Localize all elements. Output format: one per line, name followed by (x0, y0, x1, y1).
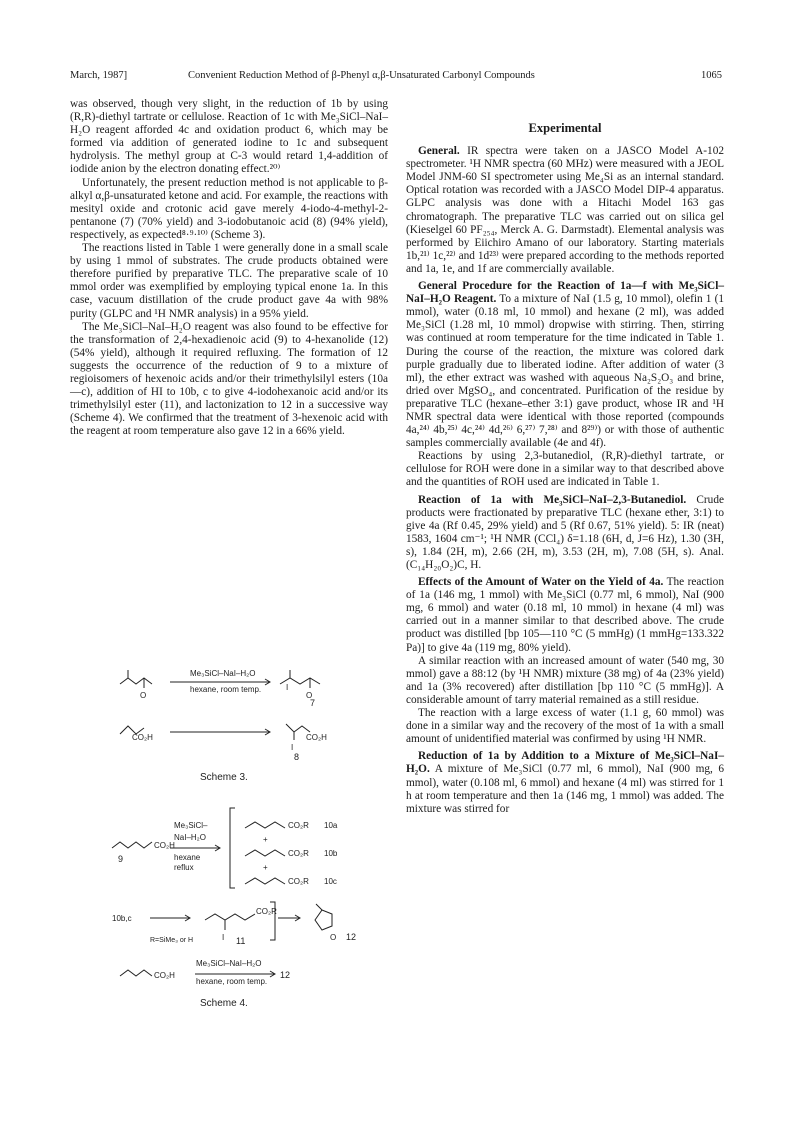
paragraph-text: Crude products were fractionated by preparative TLC (hexane ether, 3:1) to give 4a (Rf 0.45, 29% yield) and 5 (Rf 0.67, 51% yield). 5: IR (neat) 1583, 1604 cm⁻¹; ¹H NMR (CCl₄) δ=1.18 (6H, d, J=6 Hz), 1.30 (3H, s), 1.84 (2H, m), 2.66 (2H, m), 3.53 (2H, m), 7.08 (5H, s). Anal. (C₁₄H₂₀O₂)C, H. (406, 493, 724, 571)
section-heading: Experimental (528, 121, 602, 135)
scheme3-caption: Scheme 3. (200, 772, 248, 783)
start-compounds: 10b,c (112, 914, 132, 923)
compound-label-12: 12 (346, 932, 357, 942)
mesityl-oxide-bond (120, 678, 152, 684)
paragraph (406, 280, 724, 450)
plus-sign: + (263, 835, 268, 844)
hexenoic-acid-10c-bond (245, 878, 285, 884)
lactone-oxygen: O (330, 933, 337, 942)
r-group-definition: R=SiMe₃ or H (150, 937, 194, 944)
carbonyl-oxygen: O (140, 691, 147, 700)
ester-group: CO₂R (256, 907, 277, 916)
scheme4-bottom-reagent: Me₃SiCl–NaI–H₂O (196, 959, 262, 968)
carboxyl-group: CO₂H (306, 733, 327, 742)
compound-label-9: 9 (118, 854, 124, 864)
paragraph: was observed, though very slight, in the reduction of 1b by using (R,R)-diethyl tartrate or cellulose. Reaction of 1c with Me₃SiCl–NaI–H₂O reagent afforded 4c and oxidation product 6, which may be formed via addition of generated iodine to 1c and subsequent hydrolysis. The methyl group at C-3 would retard 1,4-addition of iodide anion by the electron donating effect.²⁰⁾ (70, 98, 388, 176)
paragraph-text: The reaction of 1a (146 mg, 1 mmol) with Me₃SiCl (0.77 ml, 6 mmol), NaI (900 mg, 6 mmol) and water (0.18 ml, 10 mmol) in hexane (4 ml) was carried out in a manner similar to that described above. The crude product was distilled [bp 105—110 °C (5 mmHg) (1 mmHg=133.322 Pa)] to give 4a (119 mg, 80% yield). (406, 576, 724, 654)
left-column (70, 98, 388, 438)
ester-group: CO₂R (288, 821, 309, 830)
run-in-heading: Reaction of 1a with Me₃SiCl–NaI–2,3-Butanediol. (418, 493, 687, 506)
paragraph: Unfortunately, the present reduction method is not applicable to β-alkyl α,β-unsaturated ketone and acid. For example, the reactions with mesityl oxide and crotonic acid gave merely 4-iodo-4-methyl-2-pentanone (7) (70% yield) and 3-iodobutanoic acid (8) (94% yield), respectively, as expected⁸·⁹·¹⁰⁾ (Scheme 3). (70, 176, 388, 241)
scheme4-reagent-3: hexane (174, 853, 201, 862)
hexenoic-acid-bond (120, 970, 152, 976)
compound-label-8: 8 (294, 752, 300, 762)
scheme4-reagent-1: Me₃SiCl– (174, 821, 208, 830)
run-in-heading: General. (418, 145, 460, 158)
left-bracket (230, 808, 235, 888)
ethyl-bond (316, 904, 322, 910)
running-title: Convenient Reduction Method of β-Phenyl α,β-Unsaturated Carbonyl Compounds (188, 70, 535, 81)
paragraph-text: To a mixture of NaI (1.5 g, 10 mmol), olefin 1 (1 mmol), water (0.18 ml, 10 mmol) and hexane (2 ml), was added Me₃SiCl (1.28 ml, 10 mmol) dropwise with stirring. Then, stirring was continued at room temperature for the time indicated in Table 1. During the course of the reaction, the mixture was colored dark purple gradually due to liberated iodine. After addition of water (3 ml), the ether extract was washed with aqueous Na₂S₂O₃ and brine, dried over MgSO₄, and concentrated. Purification of the residue by preparative TLC (hexane–ether 3:1) gave product, whose IR and ¹H NMR spectral data were identical with those reported (compounds 4a,²⁴⁾ 4b,²⁵⁾ 4c,²⁴⁾ 4d,²⁶⁾ 6,²⁷⁾ 7,²⁸⁾ and 8²⁹⁾) or with those of authentic samples commercially available (4e and 4f). (406, 293, 724, 450)
carbonyl-oxygen: O (306, 691, 313, 700)
paragraph (406, 576, 724, 655)
right-column (406, 98, 724, 816)
plus-sign: + (263, 863, 268, 872)
scheme3-conditions: hexane, room temp. (190, 685, 262, 694)
paragraph-text: IR spectra were taken on a JASCO Model A-102 spectrometer. ¹H NMR spectra (60 MHz) were measured with a JEOL Model JNM-60 SI spectrometer using Me₄Si as an internal standard. Optical rotation was recorded with a JASCO Model DIP-4 apparatus. GLPC analysis was done with a Hitachi Model 163 gas chromatograph. The preparative TLC was carried out on silica gel (Kieselgel 60 PF₂₅₄, Merck A. G. Darmstadt). Elemental analysis was performed by Eiichiro Amano of our laboratory. Starting materials 1b,²¹⁾ 1c,²²⁾ and 1d²³⁾ were prepared according to the methods reported and 1a, 1e, and 1f are commercially available. (406, 145, 725, 275)
lactone-ring (315, 910, 332, 930)
hexadienoic-acid-bond (112, 842, 152, 848)
scheme4-reagent-4: reflux (174, 863, 194, 872)
ester-group: CO₂R (288, 877, 309, 886)
run-in-heading: Reduction of 1a by Addition to a Mixture of Me₃SiCl–NaI–H₂O. (406, 750, 724, 776)
paragraph: The Me₃SiCl–NaI–H₂O reagent was also found to be effective for the transformation of 2,4-hexadienoic acid (9) to 4-hexanolide (12) (54% yield), although it required refluxing. The formation of 12 suggests the occurrence of the reduction of 9 to a mixture of regioisomers of hexenoic acids and/or their trimethylsilyl esters (10a—c), addition of HI to 10b, c to give 4-iodohexanoic acid and/or its trimethylsilyl ester (11), and lactonization to 12 in a successive way (Scheme 4). We confirmed that the treatment of 3-hexenoic acid with the reagent at room temperature also gave 12 in a 66% yield. (70, 320, 388, 438)
carboxyl-group: CO₂H (132, 733, 153, 742)
paragraph (406, 494, 724, 573)
run-in-heading: General Procedure for the Reaction of 1a—f with Me₃SiCl–NaI–H₂O Reagent. (406, 280, 724, 306)
iodine-atom: I (222, 933, 225, 942)
compound-label-7: 7 (310, 698, 316, 708)
iodine-atom: I (286, 683, 289, 692)
run-in-heading: Effects of the Amount of Water on the Yield of 4a. (418, 576, 664, 589)
paragraph-text: A mixture of Me₃SiCl (0.77 ml, 6 mmol), NaI (900 mg, 6 mmol), water (0.108 ml, 6 mmol) and hexane (4 ml) was stirred for 1 h at room temperature and then 1a (146 mg, 1 mmol) was added. The mixture was stirred for (406, 763, 725, 815)
paragraph: The reaction with a large excess of water (1.1 g, 60 mmol) was done in a similar way and the recovery of the most of 1a with a small amount of unidentified material was confirmed by using ¹H NMR. (406, 707, 724, 746)
iodine-atom: I (291, 743, 294, 752)
paragraph: Reactions by using 2,3-butanediol, (R,R)-diethyl tartrate, or cellulose for ROH were done in a similar way to that described above and the quantities of ROH used are indicated in Table 1. (406, 450, 724, 489)
reaction-schemes (110, 668, 390, 1028)
ester-group: CO₂R (288, 849, 309, 858)
running-header (70, 70, 722, 84)
carboxyl-group: CO₂H (154, 841, 175, 850)
compound-label-10c: 10c (324, 877, 337, 886)
scheme4-reagent-2: NaI–H₂O (174, 833, 207, 842)
compound-label-10b: 10b (324, 849, 338, 858)
iodobutanoic-acid-bond (286, 724, 310, 732)
paragraph (406, 145, 724, 276)
scheme4-bottom-conditions: hexane, room temp. (196, 977, 268, 986)
scheme4-caption: Scheme 4. (200, 998, 248, 1009)
carboxyl-group: CO₂H (154, 971, 175, 980)
page-number: 1065 (701, 70, 722, 81)
compound-label-12: 12 (280, 970, 291, 980)
compound-label-11: 11 (236, 936, 246, 946)
scheme3-reagent: Me₃SiCl–NaI–H₂O (190, 669, 256, 678)
paragraph: The reactions listed in Table 1 were generally done in a small scale by using 1 mmol of substrates. The crude products obtained were therefore purified by preparative TLC. The preparative scale of 10 mmol order was exemplified by employing typical enone 1a. In this case, vacuum distillation of the crude product gave 4a with 98% purity (GLPC and ¹H NMR analysis) in a 95% yield. (70, 242, 388, 320)
paragraph (406, 750, 724, 815)
issue-date: March, 1987] (70, 70, 128, 81)
paragraph: A similar reaction with an increased amount of water (540 mg, 30 mmol) gave a 88:12 (by ¹H NMR) mixture (38 mg) of 4a (23% yield) and 1a (3% recovered) after distillation [bp 110 °C (5 mmHg)]. A considerable amount of tarry material remained as a still residue. (406, 654, 724, 706)
hexenoic-acid-10a-bond (245, 822, 285, 828)
hexenoic-acid-10b-bond (245, 850, 285, 856)
schemes-figure (110, 668, 390, 1028)
iodohexanoate-bond (205, 914, 255, 920)
compound-label-10a: 10a (324, 821, 338, 830)
